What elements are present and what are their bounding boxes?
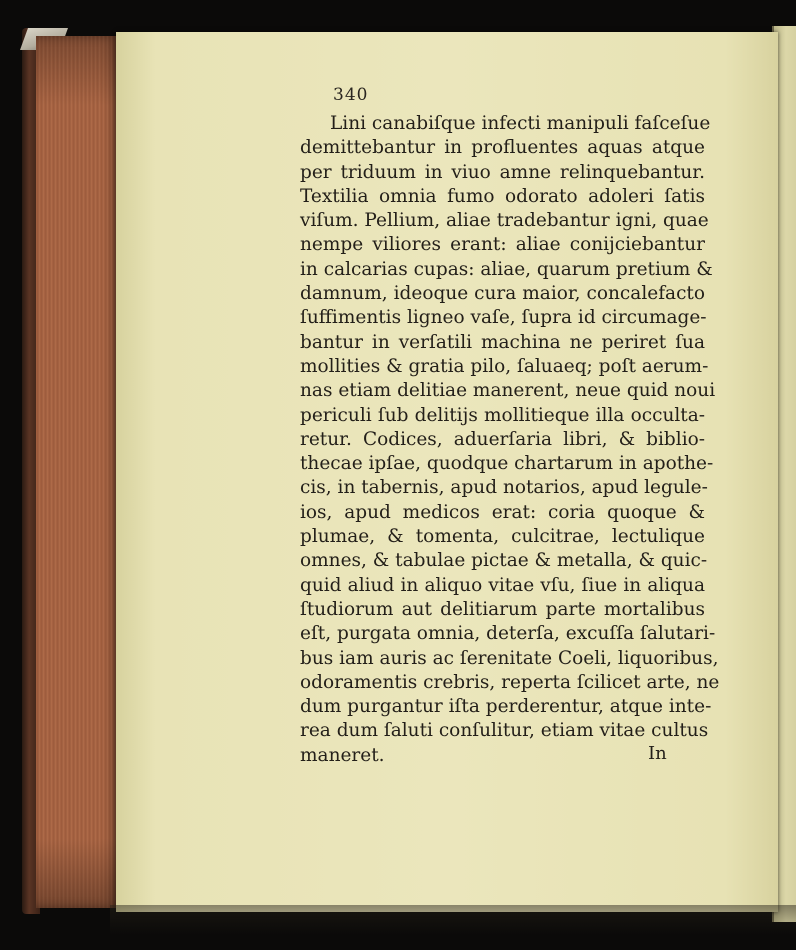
text-line: bus iam auris ac ſerenitate Coeli, liquoribus, [300,647,719,669]
text-line: maneret. [300,744,385,766]
text-line: ſtudiorum aut delitiarum parte mortalibus [300,598,705,620]
text-line: quid aliud in aliquo vitae vſu, ſiue in aliqua [300,574,705,596]
text-line: dum purgantur iſta perderentur, atque inte- [300,696,712,718]
text-line: ſuffimentis ligneo vaſe, ſupra id circumage- [300,307,707,329]
text-line: plumae, & tomenta, culcitrae, lectulique [300,526,705,548]
text-line: retur. Codices, aduerſaria libri, & biblio- [300,428,705,450]
text-line: Textilia omnia fumo odorato adoleri ſatis [300,185,705,207]
text-line: Lini canabiſque infecti manipuli faſceſue [330,113,711,134]
text-line: damnum, ideoque cura maior, concalefacto [300,283,705,305]
text-line: viſum. Pellium, aliae tradebantur igni, quae [300,210,709,232]
text-line: periculi ſub delitijs mollitieque illa occulta- [300,404,705,426]
page-fore-edge [36,36,118,908]
text-line: mollities & gratia pilo, ſaluaeq; poſt aerum- [300,355,709,377]
text-line: in calcarias cupas: aliae, quarum pretium & [300,258,713,280]
text-line: nempe viliores erant: aliae conijciebantur [300,234,705,256]
text-line: eſt, purgata omnia, deterſa, excuſſa ſalutari- [300,623,716,645]
text-line: rea dum ſaluti conſulitur, etiam vitae cultus [300,720,709,742]
text-line: nas etiam delitiae manerent, neue quid noui [300,380,716,402]
page-shadow [110,905,796,935]
text-line: cis, in tabernis, apud notarios, apud legule- [300,477,708,499]
text-line: per triduum in viuo amne relinquebantur. [300,161,705,183]
text-line: ios, apud medicos erat: coria quoque & [300,501,705,523]
text-line: demittebantur in profluentes aquas atque [300,137,705,159]
body-text [300,112,720,768]
page-number: 340 [333,85,369,105]
text-line: thecae ipſae, quodque chartarum in apothe- [300,453,714,475]
catchword: In [648,743,667,764]
text-line: odoramentis crebris, reperta ſcilicet arte, ne [300,671,720,693]
text-line: bantur in verſatili machina ne periret ſua [300,331,705,353]
text-line: omnes, & tabulae pictae & metalla, & quic- [300,550,708,572]
